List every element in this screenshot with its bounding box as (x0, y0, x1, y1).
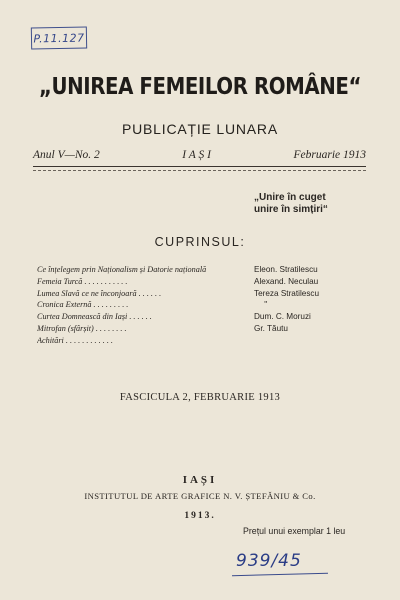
toc-row (37, 277, 367, 289)
toc-entry-author: Gr. Tăutu (254, 323, 288, 333)
toc-entry-title: Lumea Slavă ce ne înconjoară . . . . . . (37, 288, 162, 298)
toc-row (37, 289, 367, 301)
toc-entry-author: " (264, 300, 268, 310)
publication-title: „UNIREA FEMEILOR ROMÂNE“ (38, 74, 362, 100)
motto (254, 192, 374, 216)
toc-row (37, 336, 367, 348)
imprint-year: 1913. (184, 511, 216, 521)
toc-heading: CUPRINSUL: (154, 235, 246, 249)
toc-entry-author: Alexand. Neculau (254, 276, 319, 286)
table-of-contents (37, 265, 367, 348)
issue-city: I A Ș I (182, 149, 211, 161)
toc-entry-author: Tereza Stratilescu (254, 288, 320, 298)
toc-entry-title: Curtea Domnească din Iași . . . . . . (37, 312, 152, 322)
publication-subtitle: PUBLICAȚIE LUNARA (122, 121, 278, 137)
motto-line-2: unire în simțiri“ (254, 204, 328, 215)
toc-row (37, 265, 367, 277)
imprint-city: IAȘI (182, 474, 218, 486)
toc-entry-title: Cronica Externă . . . . . . . . . (37, 300, 129, 310)
toc-entry-author: Dum. C. Moruzi (254, 312, 311, 322)
toc-entry-title: Ce înțelegem prin Naționalism și Datorie națională (37, 265, 207, 274)
toc-entry-author: Eleon. Stratilescu (254, 265, 318, 274)
issue-number: Anul V—No. 2 (33, 149, 100, 161)
archive-stamp-label: P.11.127 (33, 31, 85, 45)
toc-row (37, 312, 367, 324)
motto-line-1: „Unire în cuget (254, 192, 326, 203)
header-rule-dashed (33, 170, 366, 171)
fascicle-label: FASCICULA 2, FEBRUARIE 1913 (119, 392, 281, 403)
toc-entry-title: Achitări . . . . . . . . . . . . (37, 335, 113, 345)
issue-info-row (33, 149, 366, 161)
header-rule (33, 166, 366, 167)
handwritten-inventory-number: 939/45 (236, 551, 302, 571)
archive-stamp (31, 27, 87, 50)
toc-row (37, 324, 367, 336)
imprint-printer: INSTITUTUL DE ARTE GRAFICE N. V. ȘTEFĂNIU & Co. (84, 491, 316, 501)
toc-row (37, 300, 367, 312)
price-note: Prețul unui exemplar 1 leu (243, 526, 346, 536)
toc-entry-title: Mitrofan (sfârșit) . . . . . . . . (37, 323, 127, 333)
toc-entry-title: Femeia Turcă . . . . . . . . . . . (37, 276, 128, 286)
issue-date: Februarie 1913 (293, 149, 366, 161)
handwritten-underline (232, 573, 328, 577)
